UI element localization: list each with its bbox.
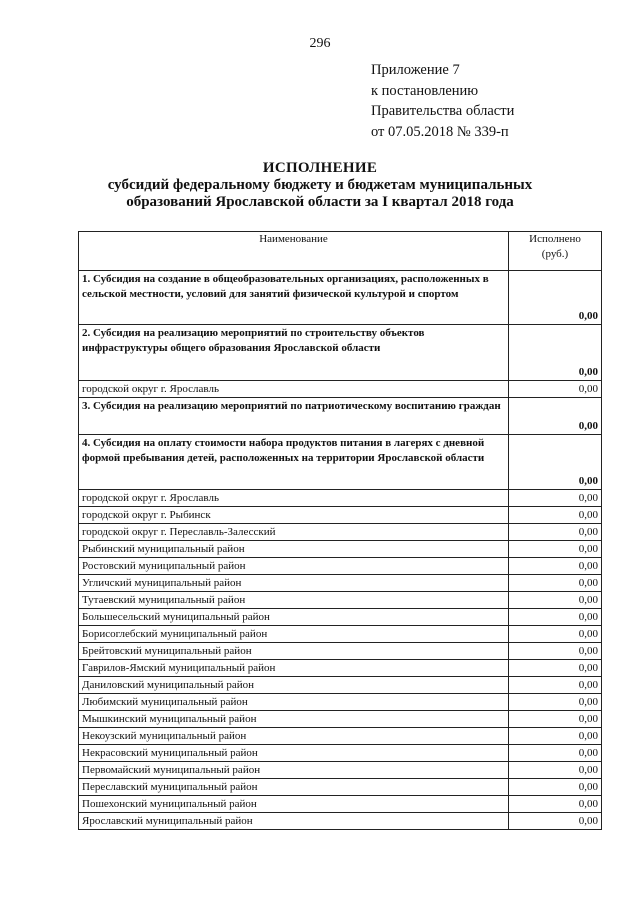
header-name-cell: Наименование xyxy=(79,232,509,271)
row-value: 0,00 xyxy=(509,490,602,507)
row-name: городской округ г. Рыбинск xyxy=(79,507,509,524)
row-value: 0,00 xyxy=(509,325,602,381)
row-value: 0,00 xyxy=(509,524,602,541)
row-value: 0,00 xyxy=(509,660,602,677)
title-line: субсидий федеральному бюджету и бюджетам муниципальных xyxy=(107,177,533,193)
row-value: 0,00 xyxy=(509,592,602,609)
row-name: Гаврилов-Ямский муниципальный район xyxy=(79,660,509,677)
row-name: Любимский муниципальный район xyxy=(79,694,509,711)
row-name: Угличский муниципальный район xyxy=(79,575,509,592)
table-row xyxy=(79,813,602,830)
row-value: 0,00 xyxy=(509,779,602,796)
table-row xyxy=(79,711,602,728)
table-row xyxy=(79,490,602,507)
row-value: 0,00 xyxy=(509,507,602,524)
table-row xyxy=(79,660,602,677)
row-value: 0,00 xyxy=(509,626,602,643)
row-name: Брейтовский муниципальный район xyxy=(79,643,509,660)
row-name: Пошехонский муниципальный район xyxy=(79,796,509,813)
table-row xyxy=(79,762,602,779)
row-name: Тутаевский муниципальный район xyxy=(79,592,509,609)
row-value: 0,00 xyxy=(509,398,602,435)
row-name: Мышкинский муниципальный район xyxy=(79,711,509,728)
appendix-line: Правительства области xyxy=(371,103,515,119)
row-value: 0,00 xyxy=(509,711,602,728)
row-value: 0,00 xyxy=(509,728,602,745)
row-name: Борисоглебский муниципальный район xyxy=(79,626,509,643)
table-row xyxy=(79,271,602,325)
table-row xyxy=(79,609,602,626)
row-value: 0,00 xyxy=(509,609,602,626)
table-row xyxy=(79,728,602,745)
row-name: Большесельский муниципальный район xyxy=(79,609,509,626)
row-name: 4. Субсидия на оплату стоимости набора продуктов питания в лагерях с дневной формой пребывания детей, расположенных на территории Ярославской области xyxy=(79,435,509,490)
table-row xyxy=(79,643,602,660)
table-row xyxy=(79,524,602,541)
row-name: Рыбинский муниципальный район xyxy=(79,541,509,558)
table-row xyxy=(79,575,602,592)
table-row xyxy=(79,677,602,694)
appendix-line: Приложение 7 xyxy=(371,62,460,78)
table-row xyxy=(79,796,602,813)
row-value: 0,00 xyxy=(509,541,602,558)
row-name: Некрасовский муниципальный район xyxy=(79,745,509,762)
table-row xyxy=(79,325,602,381)
row-value: 0,00 xyxy=(509,762,602,779)
title-line: ИСПОЛНЕНИЕ xyxy=(262,160,378,176)
row-value: 0,00 xyxy=(509,575,602,592)
table-row xyxy=(79,626,602,643)
table-row xyxy=(79,507,602,524)
row-name: Ярославский муниципальный район xyxy=(79,813,509,830)
page-number: 296 xyxy=(309,36,331,51)
row-value: 0,00 xyxy=(509,381,602,398)
table-row xyxy=(79,435,602,490)
row-value: 0,00 xyxy=(509,694,602,711)
row-name: 2. Субсидия на реализацию мероприятий по строительству объектов инфраструктуры общего образования Ярославской области xyxy=(79,325,509,381)
table-row xyxy=(79,558,602,575)
row-value: 0,00 xyxy=(509,677,602,694)
row-value: 0,00 xyxy=(509,643,602,660)
table-row xyxy=(79,592,602,609)
row-name: городской округ г. Ярославль xyxy=(79,490,509,507)
row-name: Даниловский муниципальный район xyxy=(79,677,509,694)
row-name: 3. Субсидия на реализацию мероприятий по патриотическому воспитанию граждан xyxy=(79,398,509,435)
table-row xyxy=(79,694,602,711)
row-name: 1. Субсидия на создание в общеобразовательных организациях, расположенных в сельской местности, условий для занятий физической культурой и спортом xyxy=(79,271,509,325)
report-table xyxy=(78,231,602,830)
appendix-line: к постановлению xyxy=(371,82,479,99)
row-name: Ростовский муниципальный район xyxy=(79,558,509,575)
row-name: городской округ г. Ярославль xyxy=(79,381,509,398)
row-value: 0,00 xyxy=(509,271,602,325)
table-row xyxy=(79,381,602,398)
table-row xyxy=(79,745,602,762)
header-value-line: Исполнено xyxy=(529,233,581,245)
row-value: 0,00 xyxy=(509,745,602,762)
row-value: 0,00 xyxy=(509,796,602,813)
table-row xyxy=(79,541,602,558)
table-row xyxy=(79,398,602,435)
row-value: 0,00 xyxy=(509,558,602,575)
row-name: Переславский муниципальный район xyxy=(79,779,509,796)
row-value: 0,00 xyxy=(509,813,602,830)
table-header-row xyxy=(79,232,602,271)
header-value-cell xyxy=(509,232,602,271)
header-value-line: (руб.) xyxy=(541,248,569,260)
row-name: городской округ г. Переславль-Залесский xyxy=(79,524,509,541)
appendix-block xyxy=(371,60,514,142)
row-value: 0,00 xyxy=(509,435,602,490)
appendix-line: от 07.05.2018 № 339-п xyxy=(371,123,509,140)
title-line: образований Ярославской области за I квартал 2018 года xyxy=(126,194,514,210)
row-name: Первомайский муниципальный район xyxy=(79,762,509,779)
document-title xyxy=(0,160,640,211)
row-name: Некоузский муниципальный район xyxy=(79,728,509,745)
table-row xyxy=(79,779,602,796)
